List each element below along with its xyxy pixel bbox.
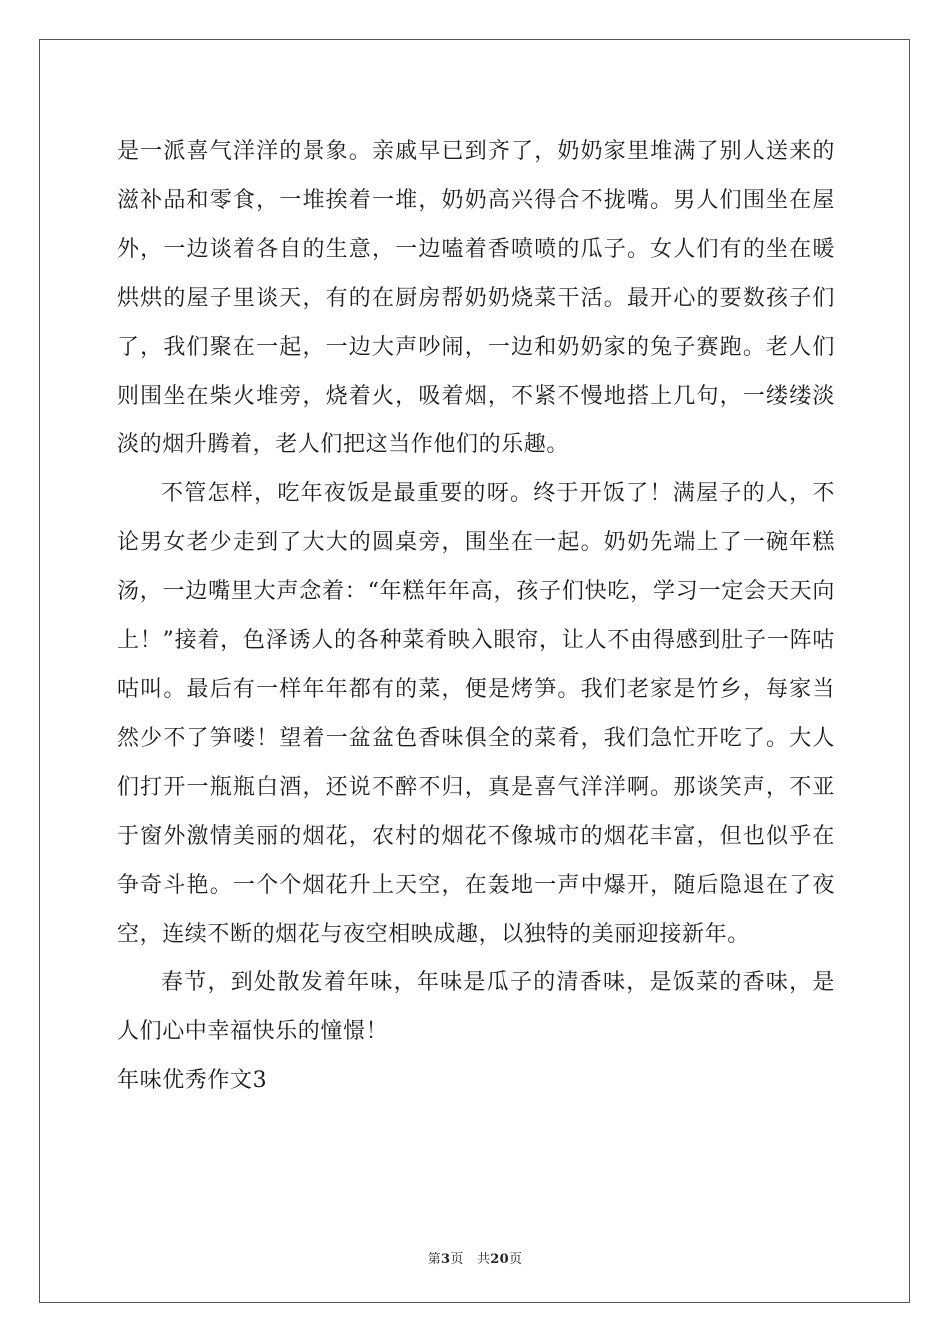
footer-suffix: 页	[508, 1252, 523, 1267]
footer-prefix: 第	[427, 1252, 442, 1267]
document-body	[117, 128, 835, 1106]
page-footer	[0, 1248, 950, 1267]
footer-page-number: 3	[441, 1252, 451, 1267]
paragraph-2: 不管怎样，吃年夜饭是最重要的呀。终于开饭了！满屋子的人，不论男女老少走到了大大的圆桌旁，围坐在一起。奶奶先端上了一碗年糕汤，一边嘴里大声念着：“年糕年年高，孩子们快吃，学习一定会天天向上！”接着，色泽诱人的各种菜肴映入眼帘，让人不由得感到肚子一阵咕咕叫。最后有一样年年都有的菜，便是烤笋。我们老家是竹乡，每家当然少不了笋喽！望着一盆盆色香味俱全的菜肴，我们急忙开吃了。大人们打开一瓶瓶白酒，还说不醉不归，真是喜气洋洋啊。那谈笑声，不亚于窗外激情美丽的烟花，农村的烟花不像城市的烟花丰富，但也似乎在争奇斗艳。一个个烟花升上天空，在轰地一声中爆开，随后隐退在了夜空，连续不断的烟花与夜空相映成趣，以独特的美丽迎接新年。	[117, 481, 835, 947]
section-heading: 年味优秀作文3	[117, 1068, 268, 1094]
paragraph-1: 是一派喜气洋洋的景象。亲戚早已到齐了，奶奶家里堆满了别人送来的滋补品和零食，一堆挨着一堆，奶奶高兴得合不拢嘴。男人们围坐在屋外，一边谈着各自的生意，一边嗑着香喷喷的瓜子。女人们有的坐在暖烘烘的屋子里谈天，有的在厨房帮奶奶烧菜干活。最开心的要数孩子们了，我们聚在一起，一边大声吵闹，一边和奶奶家的兔子赛跑。老人们则围坐在柴火堆旁，烧着火，吸着烟，不紧不慢地搭上几句，一缕缕淡淡的烟升腾着，老人们把这当作他们的乐趣。	[117, 139, 835, 458]
footer-middle: 页 共	[450, 1252, 491, 1267]
paragraph-3: 春节，到处散发着年味，年味是瓜子的清香味，是饭菜的香味，是人们心中幸福快乐的憧憬！	[117, 970, 835, 1045]
footer-total-pages: 20	[490, 1252, 509, 1267]
